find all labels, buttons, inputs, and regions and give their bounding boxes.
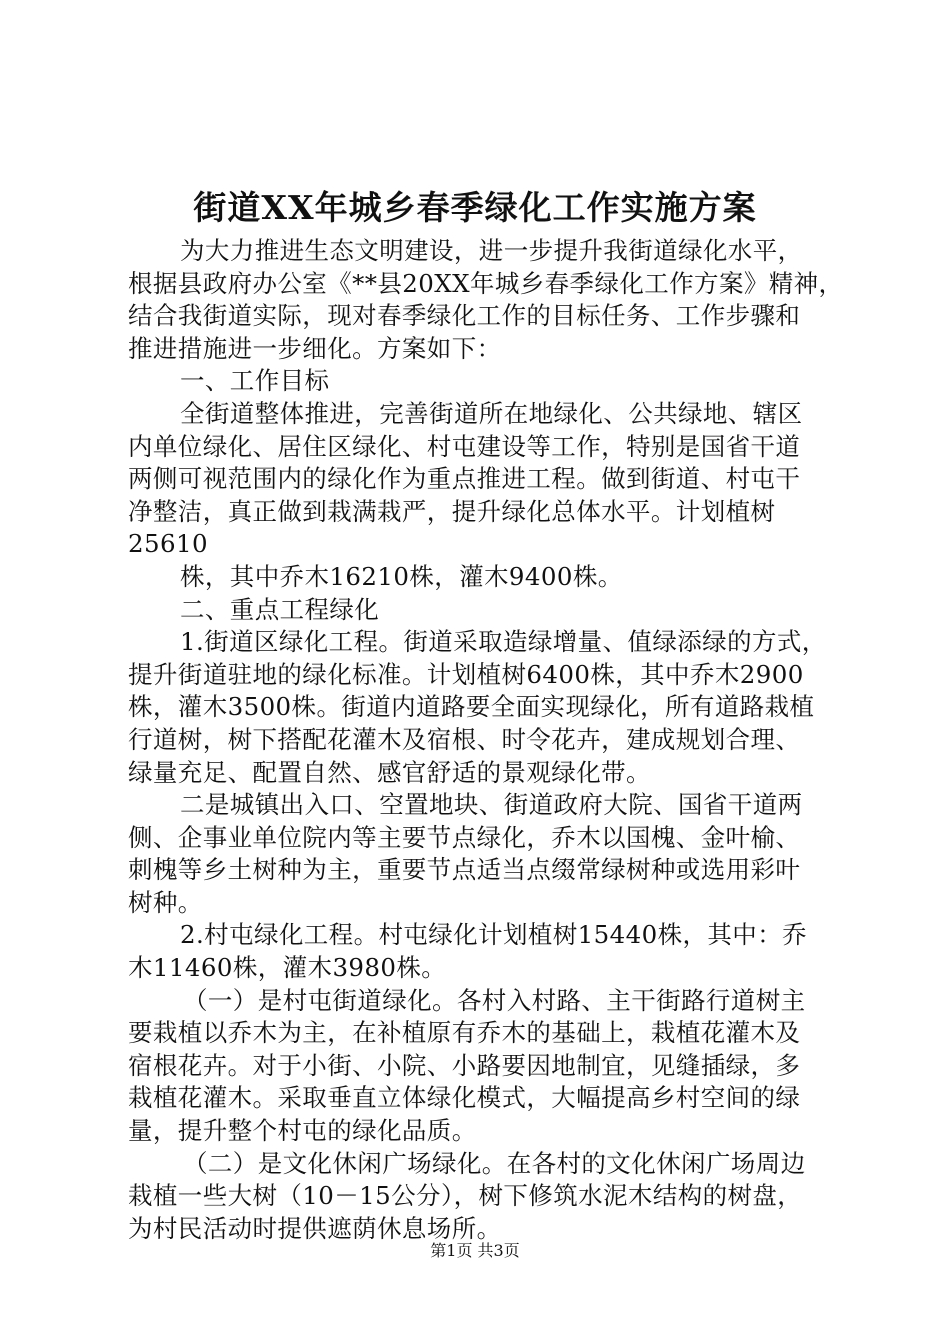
- paragraph-line: 栽植花灌木。采取垂直立体绿化模式，大幅提高乡村空间的绿: [128, 1083, 801, 1113]
- paragraph-line: 株，灌木3500株。街道内道路要全面实现绿化，所有道路栽植: [128, 692, 815, 722]
- paragraph-line: 绿量充足、配置自然、感官舒适的景观绿化带。: [128, 757, 651, 787]
- paragraph-line: 木11460株，灌木3980株。: [128, 953, 447, 983]
- paragraph-line: 树种。: [128, 887, 203, 917]
- paragraph-line: 两侧可视范围内的绿化作为重点推进工程。做到街道、村屯干: [128, 464, 801, 494]
- section-heading: 一、工作目标: [180, 366, 330, 396]
- paragraph-line: 净整洁，真正做到栽满栽严，提升绿化总体水平。计划植树: [128, 496, 776, 526]
- paragraph-line: 二是城镇出入口、空置地块、街道政府大院、国省干道两: [180, 790, 803, 820]
- paragraph-line: （二）是文化休闲广场绿化。在各村的文化休闲广场周边: [183, 1148, 806, 1178]
- paragraph-line: 推进措施进一步细化。方案如下：: [128, 333, 502, 363]
- paragraph-line: 结合我街道实际，现对春季绿化工作的目标任务、工作步骤和: [128, 301, 801, 331]
- paragraph-line: 2.村屯绿化工程。村屯绿化计划植树15440株，其中：乔: [180, 920, 808, 950]
- paragraph-line: 为村民活动时提供遮荫休息场所。: [128, 1213, 502, 1243]
- paragraph-line: 宿根花卉。对于小街、小院、小路要因地制宜，见缝插绿，多: [128, 1050, 801, 1080]
- paragraph-line: 根据县政府办公室《**县20XX年城乡春季绿化工作方案》精神，: [128, 268, 844, 298]
- paragraph-line: 刺槐等乡土树种为主，重要节点适当点缀常绿树种或选用彩叶: [128, 855, 801, 885]
- section-heading: 二、重点工程绿化: [180, 594, 380, 624]
- paragraph-line: （一）是村屯街道绿化。各村入村路、主干街路行道树主: [183, 985, 806, 1015]
- paragraph-line: 栽植一些大树（10－15公分），树下修筑水泥木结构的树盘，: [128, 1181, 803, 1211]
- document-body: [128, 235, 844, 1245]
- paragraph-line: 全街道整体推进，完善街道所在地绿化、公共绿地、辖区: [180, 398, 803, 428]
- paragraph-line: 侧、企事业单位院内等主要节点绿化，乔木以国槐、金叶榆、: [128, 822, 801, 852]
- paragraph-line: 内单位绿化、居住区绿化、村屯建设等工作，特别是国省干道: [128, 431, 801, 461]
- paragraph-line: 行道树，树下搭配花灌木及宿根、时令花卉，建成规划合理、: [128, 724, 801, 754]
- paragraph-line: 要栽植以乔木为主，在补植原有乔木的基础上，栽植花灌木及: [128, 1018, 801, 1048]
- page-number-footer: 第1页 共3页: [430, 1241, 520, 1260]
- paragraph-line: 株，其中乔木16210株，灌木9400株。: [180, 561, 623, 591]
- document-title: 街道XX年城乡春季绿化工作实施方案: [193, 188, 757, 227]
- paragraph-line: 25610: [128, 529, 208, 559]
- paragraph-line: 1.街道区绿化工程。街道采取造绿增量、值绿添绿的方式，: [180, 627, 827, 657]
- paragraph-line: 量，提升整个村屯的绿化品质。: [128, 1116, 477, 1146]
- paragraph-line: 为大力推进生态文明建设，进一步提升我街道绿化水平，: [180, 236, 803, 265]
- paragraph-line: 提升街道驻地的绿化标准。计划植树6400株，其中乔木2900: [128, 659, 804, 689]
